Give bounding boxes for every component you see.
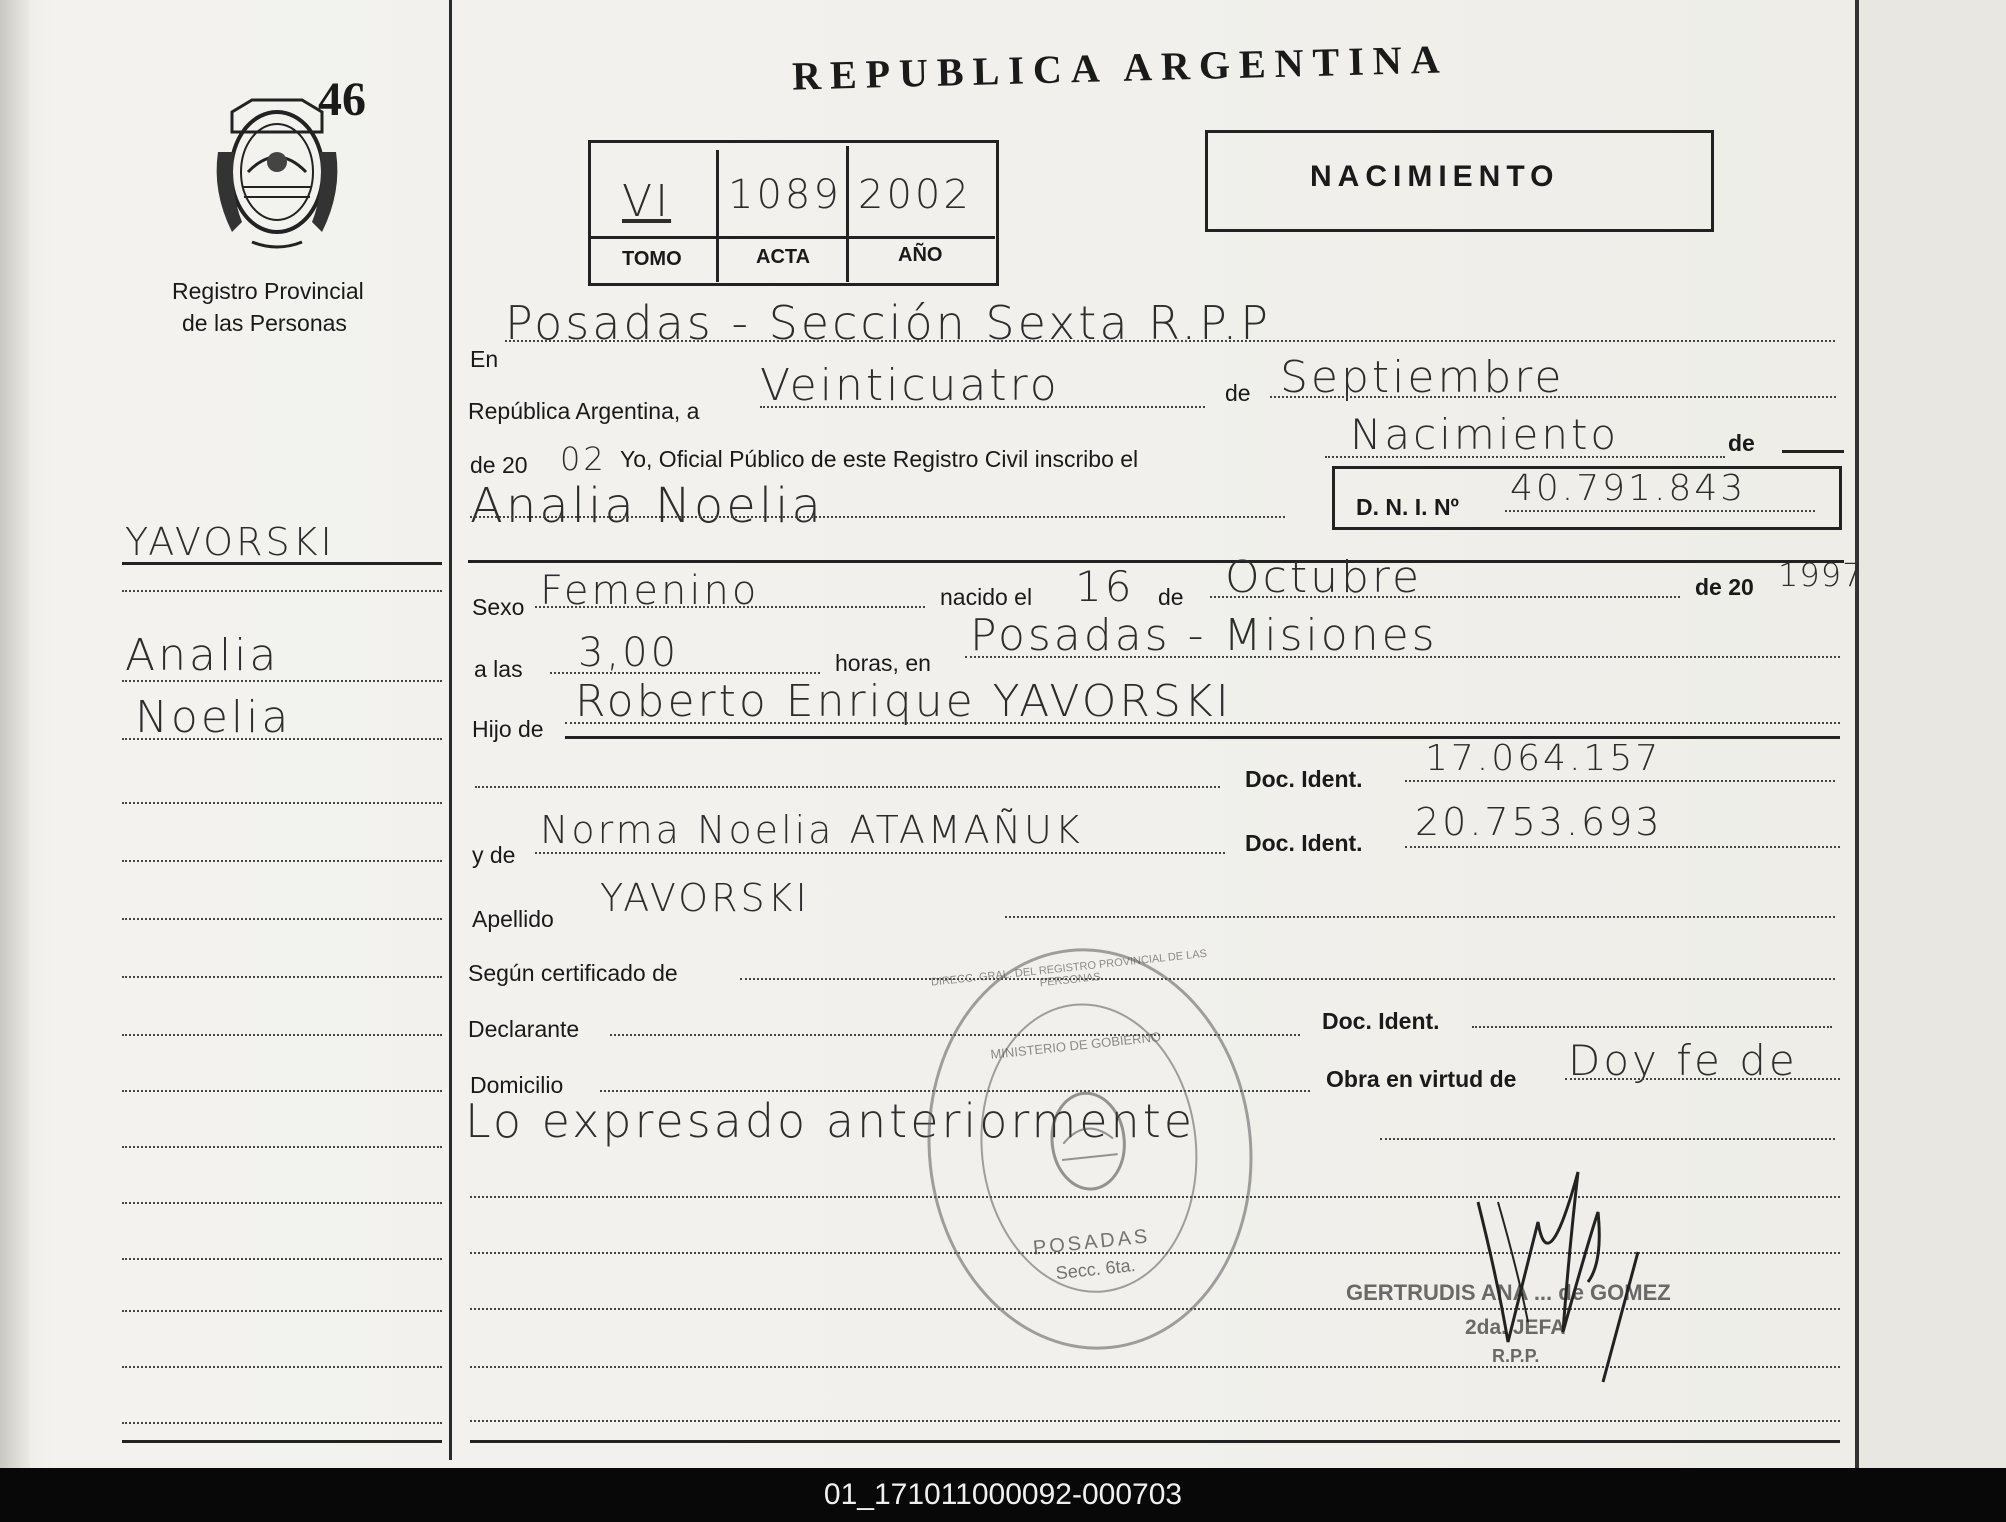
- hijo-label: Hijo de: [472, 716, 544, 742]
- tomo-label: TOMO: [622, 248, 682, 270]
- de-year-label: de 20: [1695, 574, 1754, 600]
- note-text: Lo expresado anteriormente: [465, 1094, 1196, 1148]
- act-type: Nacimiento: [1350, 410, 1620, 459]
- record-type: NACIMIENTO: [1310, 160, 1560, 193]
- mother-doc: 20.753.693: [1415, 800, 1663, 844]
- official-office: R.P.P.: [1492, 1346, 1540, 1366]
- birth-place: Posadas - Misiones: [970, 610, 1438, 661]
- margin-line: [122, 1202, 442, 1204]
- year-suffix: 02: [560, 440, 607, 478]
- stamp-emblem-icon: [1032, 1076, 1144, 1206]
- country-title: REPUBLICA ARGENTINA: [791, 36, 1450, 99]
- registry-place: Posadas - Sección Sexta R.P.P: [505, 296, 1272, 350]
- margin-line: [122, 1422, 442, 1424]
- form-line: [1472, 1026, 1832, 1028]
- margin-line: [122, 802, 442, 804]
- father-doc: 17.064.157: [1425, 738, 1662, 779]
- stamp-inner-text: MINISTERIO DE GOBIERNO: [989, 1029, 1162, 1062]
- obra-label: Obra en virtud de: [1326, 1066, 1517, 1092]
- registry-name-line2: de las Personas: [182, 310, 347, 336]
- margin-given-name-2: Noelia: [135, 692, 292, 743]
- form-line: [535, 606, 925, 608]
- form-line: [470, 1420, 1840, 1422]
- republica-label: República Argentina, a: [468, 398, 700, 424]
- sexo-value: Femenino: [540, 568, 760, 614]
- de-20-label: de 20: [470, 452, 528, 478]
- oficial-text: Yo, Oficial Público de este Registro Civil inscribo el: [620, 446, 1139, 472]
- birth-day: 16: [1075, 562, 1135, 611]
- declarante-label: Declarante: [468, 1016, 580, 1042]
- y-de-label: y de: [472, 842, 516, 868]
- sexo-label: Sexo: [472, 594, 525, 620]
- ano-label: AÑO: [898, 244, 943, 266]
- form-line: [550, 672, 820, 674]
- table-divider: [846, 146, 849, 282]
- form-line: [1325, 456, 1725, 458]
- official-title: 2da. JEFA: [1465, 1316, 1566, 1339]
- margin-line: [122, 590, 442, 592]
- segun-label: Según certificado de: [468, 960, 678, 986]
- form-line: [565, 722, 1840, 724]
- form-line: [535, 852, 1225, 854]
- domicilio-label: Domicilio: [470, 1072, 564, 1098]
- image-id-footer: 01_171011000092-000703: [0, 1468, 2006, 1522]
- de-label: de: [1225, 380, 1251, 406]
- declarante-doc-label: Doc. Ident.: [1322, 1008, 1440, 1034]
- margin-line: [122, 1146, 442, 1148]
- binding-shadow: [0, 0, 30, 1468]
- form-line: [740, 978, 1835, 980]
- signature: [1468, 1142, 1648, 1392]
- en-label: En: [470, 346, 499, 372]
- form-line: [475, 786, 1220, 788]
- margin-line: [122, 738, 442, 740]
- form-line: [965, 656, 1840, 658]
- dni-label: D. N. I. Nº: [1356, 494, 1459, 520]
- ano-value: 2002: [858, 172, 972, 218]
- column-divider: [449, 0, 452, 1460]
- form-line: [505, 340, 1835, 342]
- margin-line: [122, 1090, 442, 1092]
- official-name: GERTRUDIS ANA ... de GOMEZ: [1346, 1280, 1671, 1305]
- page-border-right: [1855, 0, 1859, 1468]
- form-line: [760, 406, 1205, 408]
- tomo-value: VI: [622, 176, 672, 227]
- father-doc-label: Doc. Ident.: [1245, 766, 1363, 792]
- father-name: Roberto Enrique YAVORSKI: [575, 676, 1232, 727]
- margin-bottom-line: [122, 1440, 442, 1443]
- stamp-city: POSADAS: [1031, 1225, 1152, 1260]
- form-line: [1505, 510, 1815, 512]
- section-rule: [468, 560, 1844, 563]
- obra-value: Doy fe de: [1568, 1036, 1798, 1085]
- acta-value: 1089: [728, 172, 842, 218]
- margin-line: [122, 1366, 442, 1368]
- form-bottom-line: [470, 1440, 1840, 1443]
- margin-surname: YAVORSKI: [125, 520, 335, 564]
- form-line: [1405, 780, 1835, 782]
- registry-name-line1: Registro Provincial: [172, 278, 364, 304]
- mother-name: Norma Noelia ATAMAÑUK: [540, 808, 1083, 852]
- form-line: [1782, 450, 1844, 453]
- month-words: Septiembre: [1280, 352, 1565, 403]
- de-label-3: de: [1158, 584, 1184, 610]
- birth-time: 3,00: [578, 630, 680, 676]
- margin-line: [122, 976, 442, 978]
- mother-doc-label: Doc. Ident.: [1245, 830, 1363, 856]
- margin-line: [122, 1310, 442, 1312]
- birth-year: 1997: [1778, 556, 1864, 594]
- nacido-label: nacido el: [940, 584, 1033, 610]
- page-number: 46: [318, 73, 366, 126]
- stamp-section: Secc. 6ta.: [1054, 1254, 1137, 1284]
- dni-value: 40.791.843: [1510, 468, 1747, 509]
- margin-line: [122, 1258, 442, 1260]
- apellido-label: Apellido: [472, 906, 554, 932]
- form-line: [470, 516, 1285, 518]
- acta-label: ACTA: [756, 246, 811, 268]
- de-label-2: de: [1728, 430, 1755, 456]
- registered-name: Analia Noelia: [470, 478, 824, 534]
- next-page-edge: [1855, 0, 2006, 1468]
- province-emblem-icon: [212, 92, 342, 252]
- form-line: [1565, 1078, 1840, 1080]
- apellido-value: YAVORSKI: [600, 876, 810, 920]
- form-line: [1005, 916, 1835, 918]
- margin-surname-line: [122, 562, 442, 565]
- horas-label: horas, en: [835, 650, 931, 676]
- stamp-ring-text: DIRECC. GRAL. DEL REGISTRO PROVINCIAL DE LAS PERSONAS: [930, 947, 1208, 990]
- form-line: [1270, 396, 1836, 398]
- day-words: Veinticuatro: [760, 360, 1060, 411]
- a-las-label: a las: [474, 656, 523, 682]
- form-line: [1210, 596, 1680, 598]
- birth-month: Octubre: [1225, 552, 1423, 603]
- form-line: [1380, 1138, 1835, 1140]
- table-divider: [590, 236, 995, 239]
- margin-line: [122, 1034, 442, 1036]
- table-divider: [716, 150, 719, 282]
- margin-given-name-1: Analia: [125, 630, 280, 681]
- margin-line: [122, 860, 442, 862]
- margin-line: [122, 918, 442, 920]
- form-line: [1405, 846, 1840, 848]
- margin-line: [122, 680, 442, 682]
